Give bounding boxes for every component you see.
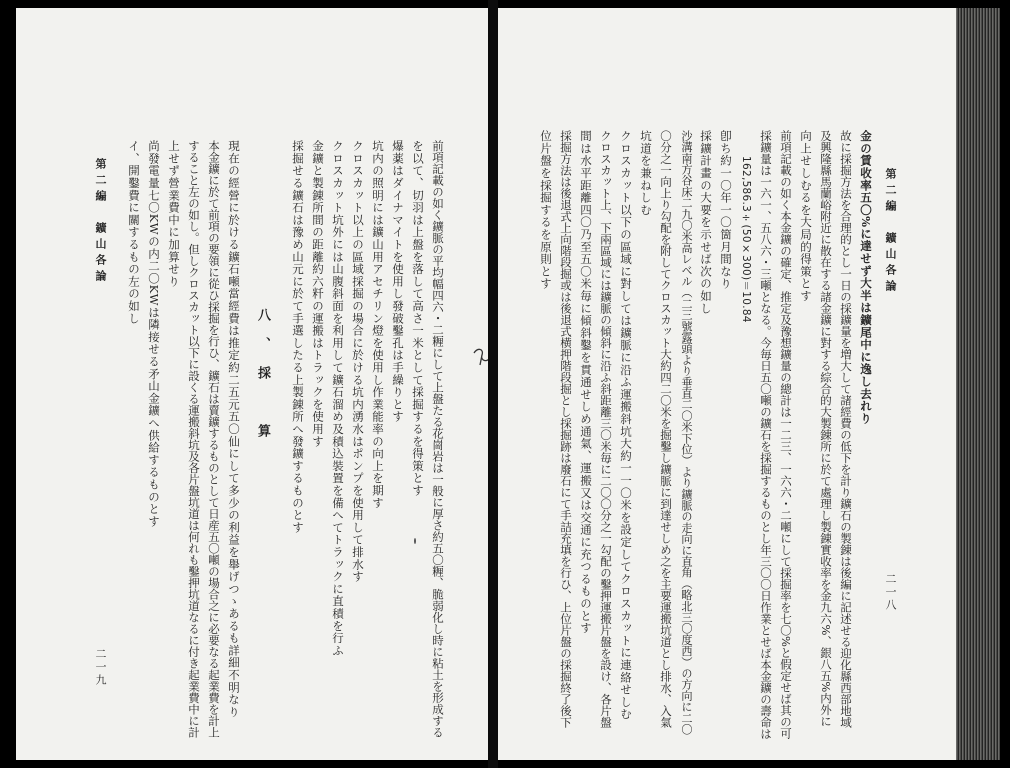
right-line-6: 採鑛量は一六一、五八六・三噸となる。今毎日五〇噸の鑛石を採掘するものとし年三〇〇日作業とせば本金鑛の壽命は <box>759 130 773 740</box>
right-line-7: 卽ち約一〇年一〇箇月間なり <box>719 130 733 290</box>
pencil-mark-icon <box>470 343 488 369</box>
left-page-number: 二一九 <box>94 648 107 687</box>
left-line-3: 爆薬はダイナマイトを使用し發破鑿孔は手繰りとす <box>391 140 405 423</box>
left-line-4: 坑内の照明には鑛山用アセチリン燈を使用し作業能率の向上を期す <box>371 140 385 509</box>
right-running-header: 第二編 鑛山各論 <box>884 168 897 296</box>
left-line-7: 金鑛と製錬所間の距離約六粁の運搬はトラックを使用す <box>311 140 325 448</box>
right-line-1: 金の賃收率五〇%に達せず大半は鑛尾中に逸し去れり <box>859 130 873 425</box>
left-line-10: 本金鑛に於て前項の要領に從ひ採掘を行ひ、鑛石は賣鑛するものとして日産五〇噸の場合之に必要なる起業費を計上 <box>207 140 221 738</box>
formula-line: 162,586.3÷(50×300)＝10.84 <box>740 156 752 323</box>
left-line-9: 現在の經營に於ける鑛石噸當經費は推定約二五元五〇仙にして多少の利益を舉げつゝあるも詳細不明なり <box>227 140 241 719</box>
section-heading: 八、採 算 <box>255 308 270 453</box>
right-page <box>498 8 956 760</box>
left-line-13: 尚發電量七〇KWの内二〇KWは隣接せる矛山金鑛へ供給するものとす <box>147 140 161 528</box>
right-line-11: 坑道を兼ねしむ <box>639 130 653 217</box>
left-line-5: クロスカット以上の區域採掘の場合に於ける坑内湧水はポンプを使用して排水す <box>351 140 365 583</box>
right-line-14: 間は水平距離四〇乃至五〇米毎に傾斜鑿を貫通せしめ通氣、運搬又は交通に充つるものとす <box>579 130 593 635</box>
right-line-2: 故に採掘方法を合理的とし一日の採鑛量を増大して諸經費の低下を計り鑛石の製錬は後編に記述せる迎化縣西部地域 <box>839 130 853 728</box>
right-line-8: 採鑛計畫の大要を示せば次の如し <box>699 130 713 315</box>
left-line-8: 採掘せる鑛石は豫め山元に於て手選したる上製錬所へ發鑛するものとす <box>291 140 305 534</box>
right-line-12: クロスカット以下の區域に對しては鑛脈に沿ふ運搬斜坑大約一一〇米を設定してクロスカットに連絡せしむ <box>619 130 633 721</box>
book-gutter <box>488 0 498 768</box>
right-line-3: 及興隆縣馬蘭峪附近に散在する諸金鑛に對する綜合的大製錬所に於て處理し製錬實收率を金九六%、銀八五%内外に <box>819 130 833 727</box>
left-line-2: を以て、切羽は上盤を落して高さ一米として採掘するを得策とす <box>411 140 425 497</box>
left-line-11: すること左の如し。但しクロスカット以下に設くる運搬斜坑及各片盤坑道は何れも鑿押坑道なるに付き起業費中に計 <box>187 140 201 738</box>
right-line-4: 向上せしむるを大局的得策とす <box>799 130 813 303</box>
left-line-12: 上せず營業費中に加算せり <box>167 140 181 288</box>
left-line-1: 前項記載の如く鑛脈の平均幅四六・二糎にして上盤たる花崗岩は一般に厚さ約五〇糎、脆弱化し時に粘土を形成する <box>431 140 445 738</box>
right-page-number: 二一八 <box>884 573 897 612</box>
right-line-15: 採掘方法は後退式上向階段掘或は後退式横押階段掘とし採掘跡は廢石にて手詰充填を行ひ、上位片盤の採掘終了後下 <box>559 130 573 728</box>
left-line-14: イ、開鑿費に關するもの左の如し <box>127 140 141 325</box>
left-line-6: クロスカット坑外には山腹斜面を利用して鑛石溜め及積込裝置を備へてトラックに直積を行ふ <box>331 140 345 657</box>
left-page <box>16 8 488 760</box>
right-line-10: 〇分之一向上り勾配を附してクロスカット大約四二〇米を掘鑿し鑛脈に到達せしめ之を主要運搬坑道とし排水、入氣 <box>659 130 673 728</box>
right-line-16: 位片盤を採掘するを原則とす <box>539 130 553 290</box>
right-line-13: クロスカット上、下兩區域には鑛脈の傾斜に沿ふ斜距離三〇米毎に二〇〇分之一勾配の鑿押運搬片盤を設け、各片盤 <box>599 130 613 728</box>
right-line-9: 沙溝南方谷床二九〇米高レベル（二三號露頭より垂直二〇米下位）より鑛脈の走向に直角（略北三〇度西）の方向に二〇 <box>680 130 693 735</box>
page-stack-edge <box>956 8 1000 760</box>
ink-speck <box>414 538 416 544</box>
right-line-5: 前項記載の如く本金鑛の確定、推定及豫想鑛量の總計は一二三、一六六・二噸にして採掘率を七〇%と假定せば其の可 <box>779 130 793 739</box>
left-running-header: 第二編 鑛山各論 <box>94 158 107 286</box>
